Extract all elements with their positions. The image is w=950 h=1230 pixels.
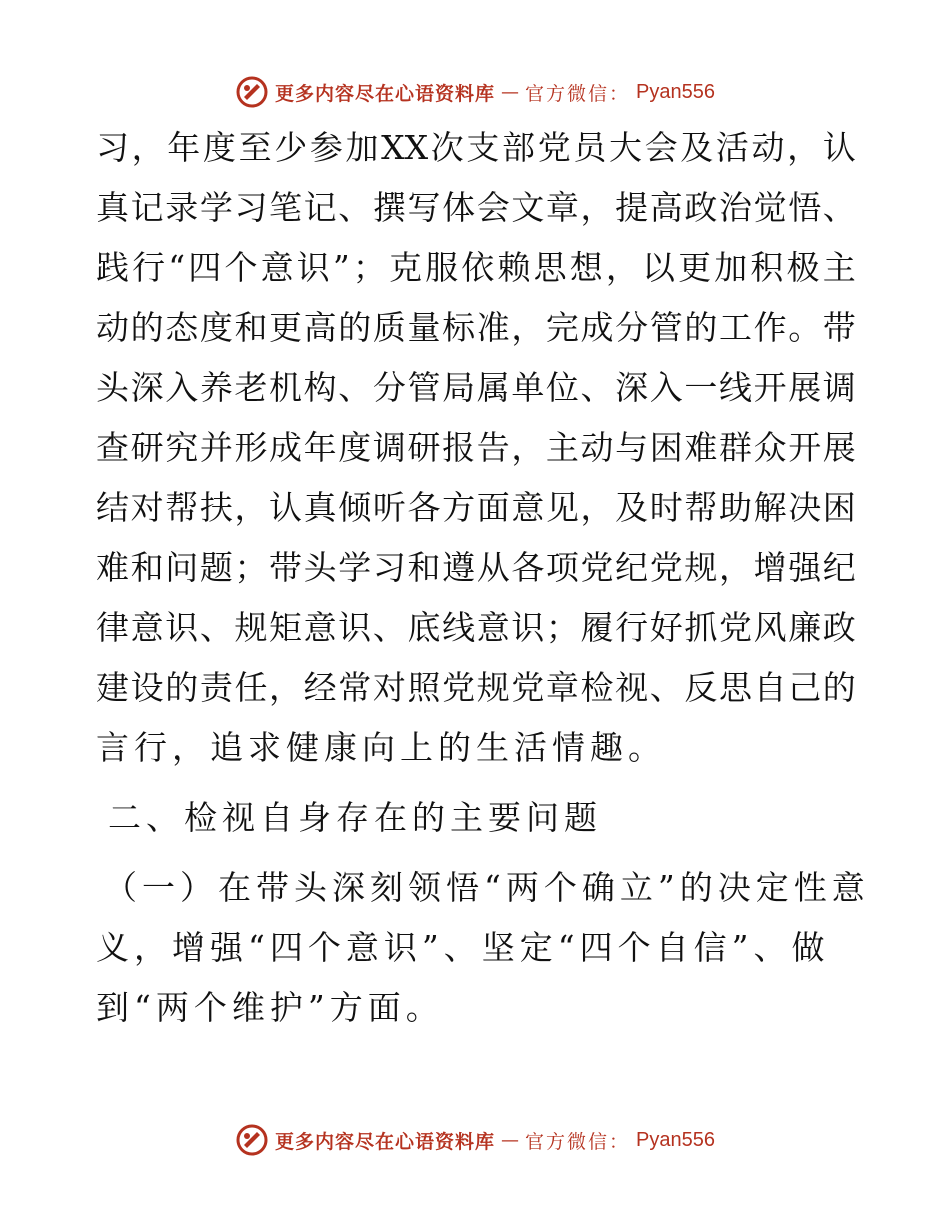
paragraph-glyph: 入 <box>165 368 199 407</box>
paragraph-glyph: 录 <box>165 188 199 227</box>
paragraph-glyph: 增 <box>753 548 787 587</box>
paragraph-glyph: 视 <box>615 668 649 707</box>
paragraph-glyph: 照 <box>407 668 441 707</box>
paragraph-glyph: 高 <box>649 188 683 227</box>
paragraph-glyph: ” <box>332 248 350 287</box>
paragraph-glyph: 以 <box>642 248 675 287</box>
paragraph-glyph: 支 <box>466 128 500 167</box>
paragraph-glyph: 规 <box>684 548 718 587</box>
paragraph-glyph: 项 <box>545 548 579 587</box>
logo-icon <box>235 75 269 109</box>
paragraph-glyph: 强 <box>788 548 822 587</box>
paragraph-glyph: 线 <box>718 368 752 407</box>
paragraph-line <box>96 426 856 470</box>
paragraph-glyph: 调 <box>822 368 856 407</box>
paragraph-glyph: 识 <box>338 608 372 647</box>
paragraph-glyph: 党 <box>442 668 476 707</box>
paragraph-glyph: 积 <box>750 248 784 287</box>
section-heading: 二、检视自身存在的主要问题 <box>108 798 602 837</box>
paragraph-glyph: 主 <box>545 428 579 467</box>
paragraph-glyph: 对 <box>130 488 164 527</box>
paragraph-glyph: 治 <box>718 188 752 227</box>
paragraph-glyph: 质 <box>372 308 406 347</box>
paragraph-glyph: 调 <box>372 428 406 467</box>
paragraph-glyph: 、 <box>199 608 233 647</box>
paragraph-glyph: 和 <box>234 308 268 347</box>
paragraph-glyph: 标 <box>442 308 476 347</box>
paragraph-glyph: 开 <box>753 368 787 407</box>
watermark-official-label: 官方微信： <box>525 1130 631 1153</box>
paragraph-glyph: 与 <box>615 428 649 467</box>
paragraph-glyph: 少 <box>274 128 308 167</box>
paragraph-glyph: 高 <box>303 308 337 347</box>
paragraph-glyph: 分 <box>615 308 649 347</box>
paragraph-glyph: 悟 <box>788 188 822 227</box>
paragraph-glyph: 风 <box>753 608 787 647</box>
paragraph-glyph: ， <box>580 188 614 227</box>
paragraph-glyph: 规 <box>476 668 510 707</box>
paragraph-glyph: 管 <box>649 308 683 347</box>
paragraph-glyph: 提 <box>615 188 649 227</box>
paragraph-glyph: 属 <box>476 368 510 407</box>
paragraph-glyph: 识 <box>511 608 545 647</box>
paragraph-glyph: 众 <box>753 428 787 467</box>
paragraph-glyph: 觉 <box>753 188 787 227</box>
paragraph-glyph: 规 <box>234 608 268 647</box>
paragraph-glyph: 的 <box>130 308 164 347</box>
paragraph-glyph: ， <box>605 248 639 287</box>
paragraph-glyph: 题 <box>199 548 233 587</box>
paragraph-glyph: 笔 <box>269 188 303 227</box>
paragraph-glyph: 和 <box>130 548 164 587</box>
paragraph-glyph: 、 <box>338 188 372 227</box>
paragraph-glyph: 党 <box>511 668 545 707</box>
paragraph-glyph: 的 <box>338 308 372 347</box>
paragraph-glyph: ， <box>511 428 545 467</box>
paragraph-glyph: ， <box>269 668 303 707</box>
paragraph-glyph: 学 <box>199 188 233 227</box>
paragraph-glyph: ， <box>580 488 614 527</box>
paragraph-glyph: 从 <box>476 548 510 587</box>
paragraph-glyph: 政 <box>684 188 718 227</box>
paragraph-glyph: 度 <box>202 128 236 167</box>
paragraph-glyph: 及 <box>680 128 714 167</box>
paragraph-glyph: 章 <box>545 668 579 707</box>
paragraph-glyph: 极 <box>786 248 820 287</box>
subheading-line: 到“两个维护”方面。 <box>96 988 444 1027</box>
paragraph-glyph: 究 <box>165 428 199 467</box>
paragraph-glyph: 位 <box>545 368 579 407</box>
paragraph-glyph: 头 <box>303 548 337 587</box>
paragraph-glyph: 、 <box>580 368 614 407</box>
paragraph-line <box>96 366 856 410</box>
paragraph-glyph: 准 <box>476 308 510 347</box>
paragraph-glyph: 党 <box>718 608 752 647</box>
paragraph-glyph: 己 <box>788 668 822 707</box>
paragraph-glyph: 矩 <box>269 608 303 647</box>
paragraph-glyph: 老 <box>234 368 268 407</box>
subheading-line: （一）在带头深刻领悟“两个确立”的决定性意 <box>104 868 870 907</box>
paragraph-glyph: 动 <box>580 428 614 467</box>
paragraph-glyph: 加 <box>345 128 379 167</box>
paragraph-glyph: 意 <box>476 608 510 647</box>
paragraph-glyph: 扶 <box>199 488 233 527</box>
paragraph-glyph: 决 <box>788 488 822 527</box>
paragraph-glyph: ， <box>718 548 752 587</box>
paragraph-glyph: 更 <box>269 308 303 347</box>
paragraph-glyph: ， <box>234 488 268 527</box>
paragraph-glyph: 的 <box>684 308 718 347</box>
paragraph-glyph: 局 <box>442 368 476 407</box>
paragraph-glyph: 遵 <box>442 548 476 587</box>
paragraph-glyph: 解 <box>753 488 787 527</box>
paragraph-glyph: 思 <box>533 248 567 287</box>
paragraph-glyph: 廉 <box>788 608 822 647</box>
paragraph-glyph: 一 <box>684 368 718 407</box>
paragraph-glyph: 建 <box>96 668 129 707</box>
paragraph-glyph: 、 <box>649 668 683 707</box>
paragraph-glyph: 部 <box>502 128 536 167</box>
paragraph-glyph: 入 <box>649 368 683 407</box>
watermark-official-label: 官方微信： <box>525 82 631 105</box>
paragraph-glyph: 员 <box>573 128 607 167</box>
paragraph-glyph: 带 <box>269 548 303 587</box>
paragraph-line <box>96 306 856 350</box>
paragraph-glyph: 习 <box>96 128 129 167</box>
paragraph-glyph: 倾 <box>338 488 372 527</box>
paragraph-glyph: 章 <box>545 188 579 227</box>
paragraph-glyph: 机 <box>269 368 303 407</box>
paragraph-glyph: 克 <box>389 248 423 287</box>
paragraph-glyph: 大 <box>608 128 642 167</box>
paragraph-glyph: 并 <box>199 428 233 467</box>
paragraph-glyph: 完 <box>545 308 579 347</box>
paragraph-glyph: 意 <box>511 488 545 527</box>
paragraph-glyph: 困 <box>649 428 683 467</box>
paragraph-glyph: 会 <box>644 128 678 167</box>
paragraph-glyph: 报 <box>442 428 476 467</box>
paragraph-glyph: 想 <box>569 248 603 287</box>
paragraph-glyph: 听 <box>372 488 406 527</box>
paragraph-glyph: 好 <box>649 608 683 647</box>
paragraph-glyph: 深 <box>130 368 164 407</box>
paragraph-glyph: 帮 <box>165 488 199 527</box>
paragraph-glyph: 困 <box>822 488 856 527</box>
paragraph-glyph: 管 <box>407 368 441 407</box>
paragraph-glyph: 各 <box>407 488 441 527</box>
paragraph-line <box>96 126 856 170</box>
paragraph-glyph: 撰 <box>372 188 406 227</box>
paragraph-glyph: 的 <box>822 668 856 707</box>
paragraph-glyph: 践 <box>96 248 129 287</box>
paragraph-glyph: 动 <box>751 128 785 167</box>
paragraph-line <box>96 486 856 530</box>
paragraph-line <box>96 546 856 590</box>
paragraph-glyph: 文 <box>511 188 545 227</box>
paragraph-glyph: 意 <box>130 608 164 647</box>
paragraph-glyph: 工 <box>718 308 752 347</box>
paragraph-glyph: 习 <box>234 188 268 227</box>
paragraph-glyph: 问 <box>165 548 199 587</box>
paragraph-glyph: 研 <box>407 428 441 467</box>
paragraph-glyph: 加 <box>714 248 748 287</box>
paragraph-glyph: 检 <box>580 668 614 707</box>
paragraph-line <box>96 186 856 230</box>
paragraph-glyph: 识 <box>296 248 330 287</box>
paragraph-glyph: 参 <box>309 128 343 167</box>
paragraph-glyph: 单 <box>511 368 545 407</box>
watermark-brand: 更多内容尽在心语资料库 <box>275 82 496 105</box>
paragraph-glyph: 、 <box>372 608 406 647</box>
paragraph-glyph: 及 <box>615 488 649 527</box>
paragraph-glyph: 难 <box>684 428 718 467</box>
paragraph-glyph: 展 <box>788 368 822 407</box>
paragraph-glyph: ， <box>131 128 165 167</box>
paragraph-glyph: 纪 <box>822 548 856 587</box>
paragraph-glyph: 思 <box>718 668 752 707</box>
paragraph-glyph: 体 <box>442 188 476 227</box>
paragraph-glyph: 、 <box>822 188 856 227</box>
paragraph-glyph: 动 <box>96 308 129 347</box>
paragraph-glyph: 研 <box>130 428 164 467</box>
paragraph-glyph: 记 <box>130 188 164 227</box>
paragraph-glyph: 见 <box>545 488 579 527</box>
paragraph-glyph: 底 <box>407 608 441 647</box>
paragraph-glyph: 助 <box>718 488 752 527</box>
paragraph-glyph: 责 <box>199 668 233 707</box>
paragraph-glyph: 记 <box>303 188 337 227</box>
paragraph-glyph: 至 <box>238 128 272 167</box>
watermark-separator: — <box>501 1129 520 1151</box>
paragraph-line: 言行，追求健康向上的生活情趣。 <box>96 728 666 767</box>
paragraph-glyph: 成 <box>580 308 614 347</box>
paragraph-glyph: 常 <box>338 668 372 707</box>
paragraph-glyph: 会 <box>476 188 510 227</box>
paragraph-glyph: 抓 <box>684 608 718 647</box>
paragraph-glyph: 时 <box>649 488 683 527</box>
paragraph-glyph: 头 <box>96 368 129 407</box>
paragraph-glyph: 纪 <box>615 548 649 587</box>
paragraph-glyph: 党 <box>580 548 614 587</box>
paragraph-glyph: 履 <box>580 608 614 647</box>
watermark-separator: — <box>501 81 520 103</box>
paragraph-glyph: 和 <box>407 548 441 587</box>
watermark-wechat-id: Pyan556 <box>636 80 715 103</box>
paragraph-glyph: 写 <box>407 188 441 227</box>
paragraph-line <box>96 606 856 650</box>
paragraph-glyph: 各 <box>511 548 545 587</box>
paragraph-glyph: 形 <box>234 428 268 467</box>
paragraph-glyph: 律 <box>96 608 129 647</box>
paragraph-glyph: 方 <box>442 488 476 527</box>
paragraph-line <box>96 666 856 710</box>
paragraph-glyph: 活 <box>715 128 749 167</box>
paragraph-glyph: 查 <box>96 428 129 467</box>
paragraph-glyph: 结 <box>96 488 129 527</box>
paragraph-glyph: 群 <box>718 428 752 467</box>
paragraph-glyph: 意 <box>303 608 337 647</box>
logo-icon <box>235 1123 269 1157</box>
paragraph-glyph: 设 <box>130 668 164 707</box>
paragraph-glyph: 量 <box>407 308 441 347</box>
paragraph-glyph: 次 <box>430 128 464 167</box>
watermark-header <box>0 72 950 112</box>
paragraph-glyph: 成 <box>269 428 303 467</box>
paragraph-glyph: 党 <box>537 128 571 167</box>
paragraph-glyph: 任 <box>234 668 268 707</box>
paragraph-glyph: 、 <box>338 368 372 407</box>
paragraph-glyph: 四 <box>188 248 222 287</box>
paragraph-glyph: 认 <box>269 488 303 527</box>
paragraph-glyph: 习 <box>372 548 406 587</box>
paragraph-glyph: 面 <box>476 488 510 527</box>
watermark-wechat-id: Pyan556 <box>636 1128 715 1151</box>
paragraph-glyph: ， <box>511 308 545 347</box>
paragraph-glyph: 党 <box>649 548 683 587</box>
paragraph-glyph: 养 <box>199 368 233 407</box>
paragraph-glyph: 真 <box>96 188 129 227</box>
paragraph-glyph: 认 <box>822 128 856 167</box>
paragraph-glyph: 帮 <box>684 488 718 527</box>
paragraph-glyph: 的 <box>165 668 199 707</box>
paragraph-glyph: 经 <box>303 668 337 707</box>
paragraph-glyph: 开 <box>788 428 822 467</box>
paragraph-glyph: 识 <box>165 608 199 647</box>
watermark-brand: 更多内容尽在心语资料库 <box>275 1130 496 1153</box>
paragraph-glyph: 政 <box>822 608 856 647</box>
paragraph-glyph: 分 <box>372 368 406 407</box>
paragraph-glyph: 构 <box>303 368 337 407</box>
paragraph-glyph: 更 <box>678 248 712 287</box>
paragraph-glyph: 主 <box>822 248 856 287</box>
paragraph-glyph: “ <box>168 248 186 287</box>
paragraph-glyph: 度 <box>338 428 372 467</box>
paragraph-line <box>96 246 856 290</box>
paragraph-glyph: 个 <box>224 248 258 287</box>
paragraph-glyph: ； <box>352 248 386 287</box>
paragraph-glyph: 行 <box>132 248 166 287</box>
paragraph-glyph: 作 <box>753 308 787 347</box>
paragraph-glyph: 态 <box>165 308 199 347</box>
paragraph-glyph: 展 <box>822 428 856 467</box>
paragraph-glyph: 线 <box>442 608 476 647</box>
paragraph-glyph: XX <box>381 128 429 167</box>
paragraph-glyph: 真 <box>303 488 337 527</box>
paragraph-glyph: 对 <box>372 668 406 707</box>
paragraph-glyph: ； <box>545 608 579 647</box>
paragraph-glyph: 行 <box>615 608 649 647</box>
paragraph-glyph: 深 <box>615 368 649 407</box>
paragraph-glyph: 赖 <box>497 248 531 287</box>
paragraph-glyph: 依 <box>461 248 495 287</box>
paragraph-glyph: 年 <box>167 128 201 167</box>
paragraph-glyph: 年 <box>303 428 337 467</box>
subheading-line: 义，增强“四个意识”、坚定“四个自信”、做 <box>96 928 830 967</box>
paragraph-glyph: ； <box>234 548 268 587</box>
watermark-footer <box>0 1120 950 1160</box>
paragraph-glyph: 难 <box>96 548 129 587</box>
paragraph-glyph: 反 <box>684 668 718 707</box>
paragraph-glyph: 度 <box>199 308 233 347</box>
paragraph-glyph: 带 <box>822 308 856 347</box>
paragraph-glyph: 意 <box>260 248 294 287</box>
paragraph-glyph: 告 <box>476 428 510 467</box>
paragraph-glyph: 自 <box>753 668 787 707</box>
paragraph-glyph: 服 <box>425 248 459 287</box>
paragraph-glyph: ， <box>787 128 821 167</box>
paragraph-glyph: 学 <box>338 548 372 587</box>
paragraph-glyph: 。 <box>788 308 822 347</box>
